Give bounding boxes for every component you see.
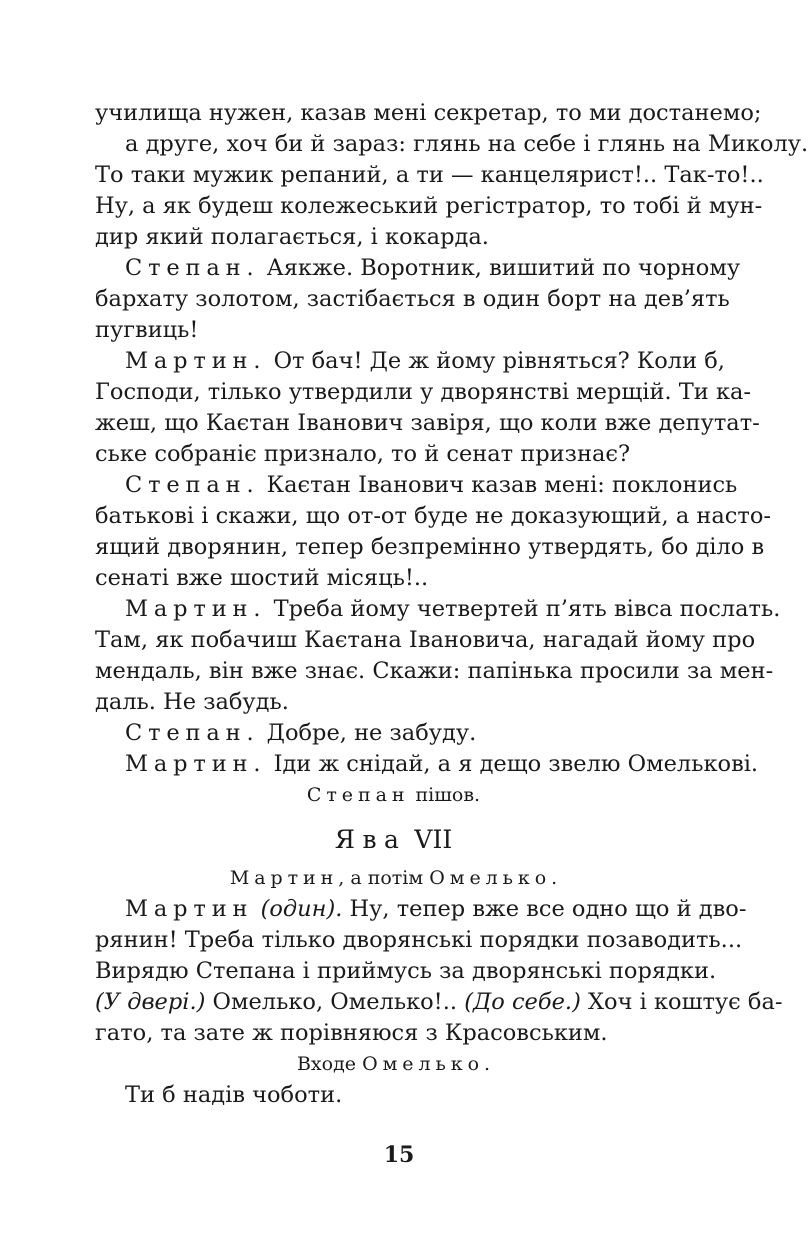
speech-text: От бач! Де ж йому рівняться? Коли б,: [273, 348, 725, 374]
speaker-name: Степан.: [125, 720, 260, 746]
stage-text: Входе: [296, 1053, 357, 1075]
dialogue-line: [95, 253, 741, 284]
scene-word: Ява: [334, 825, 407, 854]
stage-direction: [95, 1049, 692, 1080]
speaker-name: Мартин: [125, 896, 254, 922]
text-line: Ну, а як будеш колежеський регістратор, то тобі й мун-: [95, 193, 763, 219]
stage-direction: [95, 780, 692, 811]
dialogue-line: [95, 470, 738, 501]
text-line: дир який полагається, і кокарда.: [95, 224, 489, 250]
dialogue-line: [95, 594, 781, 625]
text-line: рянин! Треба тілько дворянські порядки позаводить...: [95, 927, 743, 953]
speaker-name: Степан.: [125, 255, 260, 281]
text-line: сенаті вже шостий місяць!..: [95, 565, 429, 591]
text-line: мендаль, він вже знає. Скажи: папінька просили за мен-: [95, 658, 774, 684]
stage-text: , а потім: [338, 867, 424, 889]
stage-text: пішов.: [415, 784, 481, 806]
text-line: бархату золотом, застібається в один борт на дев’ять: [95, 286, 730, 312]
text-line: ящий дворянин, тепер безпремінно утвердять, бо діло в: [95, 534, 765, 560]
stage-name: Омелько: [362, 1053, 484, 1075]
text-line: Ти б надів чоботи.: [125, 1082, 343, 1108]
stage-remark: (У двері.): [95, 989, 206, 1015]
text-line: пугвиць!: [95, 317, 199, 343]
text-line: а друге, хоч би й зараз: глянь на себе і глянь на Миколу.: [125, 131, 808, 157]
speech-text: Ну, тепер вже все одно що й дво-: [349, 896, 747, 922]
stage-remark: (один).: [260, 896, 343, 922]
text-line: гато, та зате ж порівняюся з Красовським.: [95, 1020, 608, 1046]
dialogue-line: [95, 718, 692, 749]
text-line: [95, 987, 783, 1018]
speaker-name: Степан.: [125, 472, 260, 498]
speech-text: Іди ж снідай, а я дещо звелю Омелькові.: [273, 751, 759, 777]
speaker-name: Мартин.: [125, 596, 267, 622]
text-line: батькові і скажи, що от-от буде не доказующий, а насто-: [95, 503, 771, 529]
dialogue-line: [95, 346, 725, 377]
speech-text: Добре, не забуду.: [266, 720, 477, 746]
speaker-name: Мартин.: [125, 751, 267, 777]
stage-text: .: [551, 867, 558, 889]
stage-remark: (До себе.): [464, 989, 581, 1015]
text-line: училища нужен, казав мені секретар, то ми достанемо;: [95, 100, 762, 126]
scene-number: VII: [414, 825, 453, 854]
stage-name: Мартин: [229, 867, 339, 889]
dialogue-line: [95, 894, 747, 925]
speaker-name: Мартин.: [125, 348, 267, 374]
stage-text: .: [483, 1053, 491, 1075]
text-line: ське собраніє признало, то й сенат признає?: [95, 441, 631, 467]
stage-name: Степан: [306, 784, 410, 806]
stage-name: Омелько: [429, 867, 552, 889]
text-line: Вирядю Степана і приймусь за дворянські порядки.: [95, 958, 717, 984]
page-text: [95, 98, 808, 1111]
scene-heading: [95, 811, 692, 863]
page-number: 15: [383, 1142, 415, 1168]
text-line: жеш, що Каєтан Іванович завіря, що коли вже депутат-: [95, 410, 760, 436]
text-line: То таки мужик репаний, а ти — канцелярист!.. Так-то!..: [95, 162, 764, 188]
speech-text: Треба йому четвертей п’ять вівса послать.: [273, 596, 781, 622]
speech-text: Хоч і коштує ба-: [588, 989, 783, 1015]
speech-text: Аякже. Воротник, вишитий по чорному: [266, 255, 741, 281]
stage-direction: [95, 863, 692, 894]
text-line: даль. Не забудь.: [95, 689, 289, 715]
text-line: Там, як побачиш Каєтана Івановича, нагадай йому про: [95, 627, 756, 653]
speech-text: Омелько, Омелько!..: [212, 989, 458, 1015]
text-line: Господи, тілько утвердили у дворянстві мерщій. Ти ка-: [95, 379, 752, 405]
speech-text: Каєтан Іванович казав мені: поклонись: [266, 472, 738, 498]
dialogue-line: [95, 749, 759, 780]
